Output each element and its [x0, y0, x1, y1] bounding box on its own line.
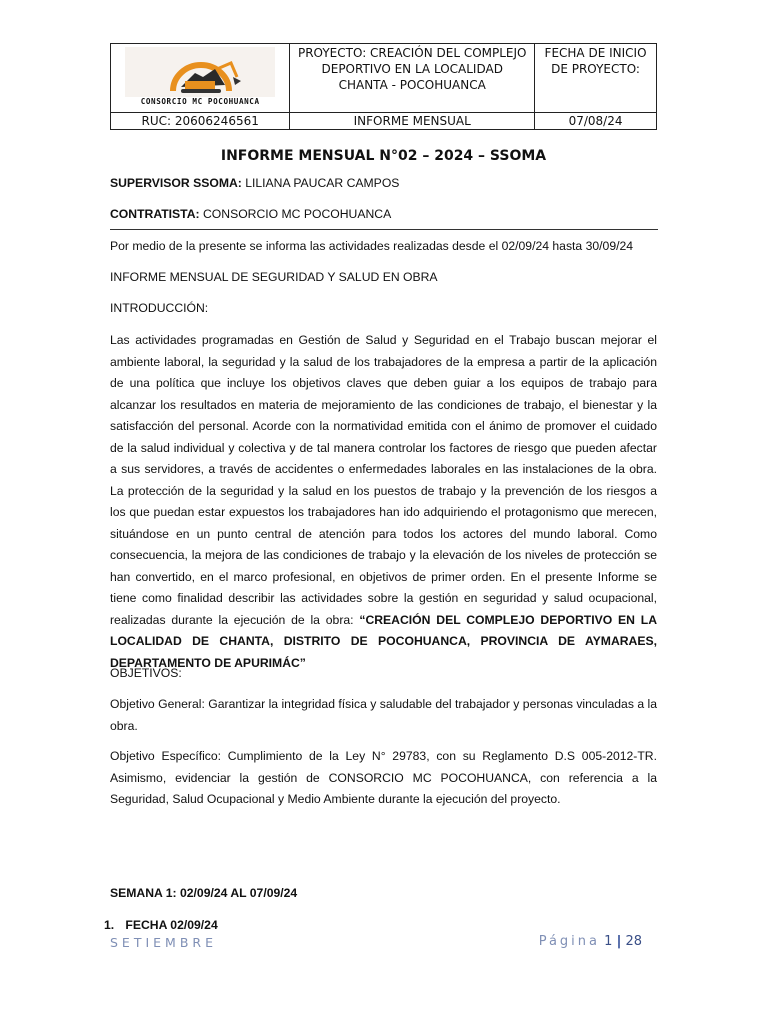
supervisor-name: LILIANA PAUCAR CAMPOS	[241, 176, 400, 190]
supervisor-line	[110, 173, 658, 195]
page-counter	[480, 934, 642, 949]
introduction-text: Las actividades programadas en Gestión de Salud y Seguridad en el Trabajo buscan mejorar el ambiente laboral, la seguridad y la salud de los trabajadores de la empresa a partir de la aplicación de una política que incluye los objetivos claves que deben guiar a los equipos de trabajo para alcanzar los resultados en materia de mejoramiento de las condiciones de trabajo, el bienestar y la satisfacción del personal. Acorde con la normatividad emitida con el ánimo de promover el cuidado de la salud individual y colectiva y de tal manera controlar los factores de riesgo que pueden afectar a sus servidores, a través de accidentes o enfermedades laborales en las instalaciones de la obra. La protección de la seguridad y la salud en los puestos de trabajo y la prevención de los riesgos a los que puedan estar expuestos los trabajadores han ido adquiriendo el protagonismo que merecen, situándose en un punto central de atención para todos los actores del mundo laboral. Como consecuencia, la mejora de las condiciones de trabajo y la elevación de los niveles de protección se han convertido, en el marco profesional, en objetivos de primer orden. En el presente Informe se tiene como finalidad describir las actividades sobre la gestión en seguridad y salud ocupacional, realizadas durante la ejecución de la obra:	[110, 333, 657, 627]
report-heading: INFORME MENSUAL DE SEGURIDAD Y SALUD EN OBRA	[110, 270, 438, 284]
total-pages: 28	[625, 934, 642, 949]
contractor-name: CONSORCIO MC POCOHUANCA	[199, 207, 392, 221]
page-number: 1	[604, 934, 613, 949]
supervisor-label: SUPERVISOR SSOMA:	[110, 176, 242, 190]
report-title: INFORME MENSUAL N°02 – 2024 – SSOMA	[220, 148, 547, 164]
logo-brand-text: CONSORCIO MC POCOHUANCA	[140, 97, 260, 106]
divider-line	[110, 229, 658, 230]
project-title-bold: “CREACIÓN DEL COMPLEJO DEPORTIVO EN LA LOCALIDAD DE CHANTA, DISTRITO DE POCOHUANCA, PROVINCIA DE AYMARAES, DEPARTAMENTO DE APURIMÁC”	[110, 612, 658, 670]
contractor-line	[110, 204, 658, 226]
list-item-text: FECHA 02/09/24	[125, 918, 218, 932]
introduction-paragraph	[110, 330, 657, 674]
company-logo	[125, 47, 275, 109]
start-date-cell: FECHA DE INICIO DE PROYECTO:	[535, 44, 657, 113]
project-name-cell: PROYECTO: CREACIÓN DEL COMPLEJO DEPORTIVO EN LA LOCALIDAD CHANTA - POCOHUANCA	[290, 44, 535, 113]
footer-month: SETIEMBRE	[110, 935, 217, 950]
page-separator: |	[616, 934, 622, 949]
week-heading: SEMANA 1: 02/09/24 AL 07/09/24	[110, 886, 298, 900]
logo-cell	[111, 44, 290, 113]
objective-specific: Objetivo Específico: Cumplimiento de la Ley N° 29783, con su Reglamento D.S 005-2012-TR. Asimismo, evidenciar la gestión de CONSORCIO MC POCOHUANCA, con referencia a la Seguridad, Salud Ocupacional y Medio Ambiente durante la ejecución del proyecto.	[110, 749, 657, 806]
page-word: Página	[538, 934, 600, 949]
header-table	[110, 43, 657, 130]
intro-line: Por medio de la presente se informa las actividades realizadas desde el 02/09/24 hasta 30/09/24	[110, 239, 634, 253]
objectives-heading: OBJETIVOS:	[110, 666, 182, 680]
list-item	[104, 916, 218, 934]
report-type-cell: INFORME MENSUAL	[290, 113, 535, 130]
objective-general: Objetivo General: Garantizar la integridad física y saludable del trabajador y personas vinculadas a la obra.	[110, 697, 657, 733]
contractor-label: CONTRATISTA:	[110, 207, 200, 221]
ruc-cell: RUC: 20606246561	[111, 113, 290, 130]
report-date-cell: 07/08/24	[535, 113, 657, 130]
introduction-heading: INTRODUCCIÓN:	[110, 301, 209, 315]
list-number: 1.	[104, 918, 115, 932]
excavator-icon	[125, 47, 275, 97]
